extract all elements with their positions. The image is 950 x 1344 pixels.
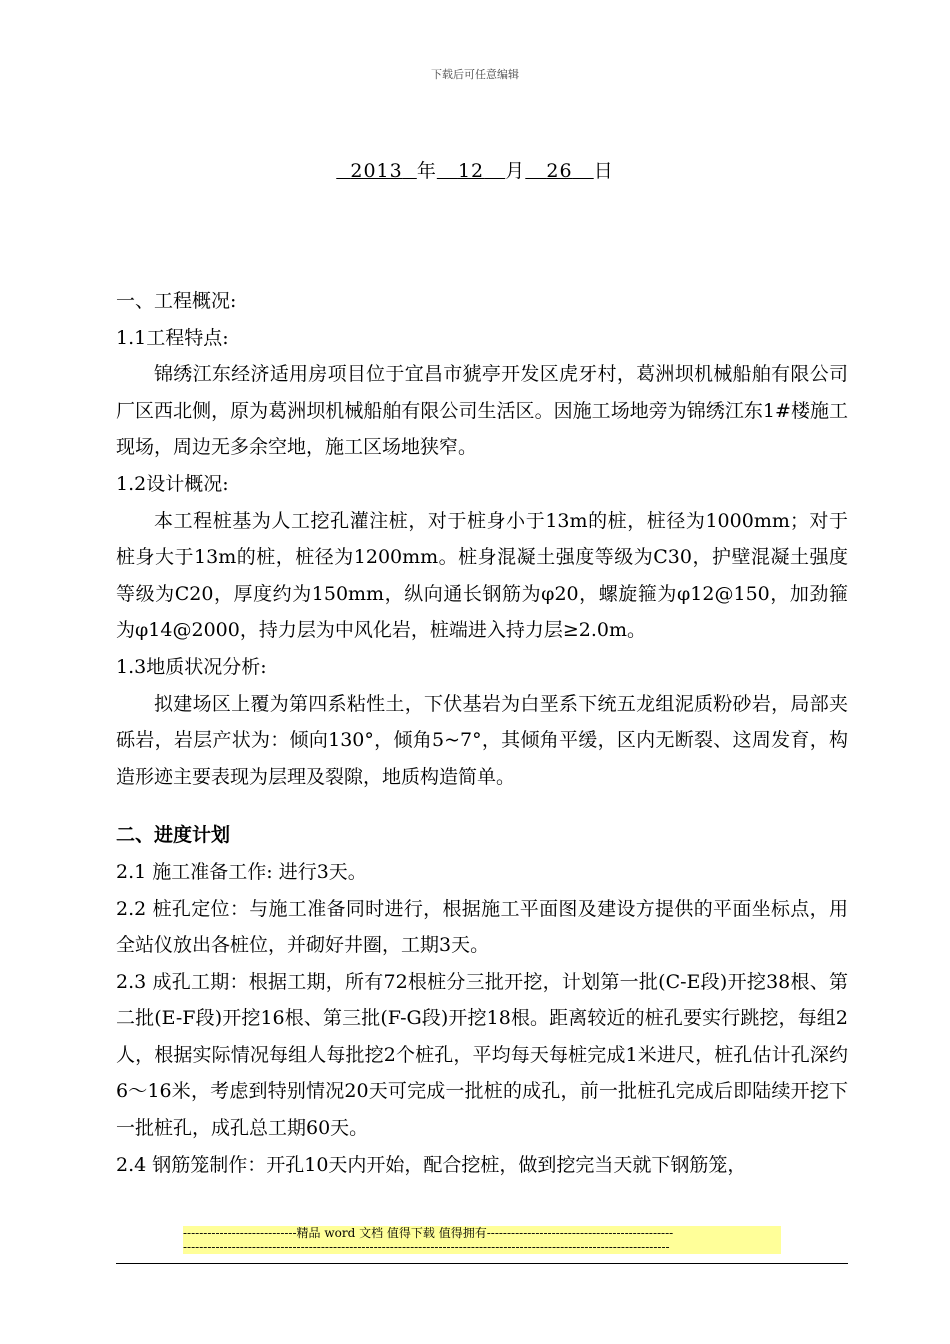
- section-1-1-title: 1.1工程特点:: [116, 326, 229, 349]
- section-1-2-title: 1.2设计概况:: [116, 472, 229, 495]
- document-body: [116, 283, 848, 1183]
- footer-divider: [116, 1263, 848, 1264]
- section-1-3-title: 1.3地质状况分析:: [116, 655, 267, 678]
- section-2-1: 2.1 施工准备工作: 进行3天。: [116, 860, 367, 883]
- section-1-1-body: 锦绣江东经济适用房项目位于宜昌市猇亭开发区虎牙村，葛洲坝机械船舶有限公司厂区西北侧，原为葛洲坝机械船舶有限公司生活区。因施工场地旁为锦绣江东1#楼施工现场，周边无多余空地，施工区场地狭窄。: [116, 363, 848, 459]
- date-month-unit: 月: [505, 160, 526, 182]
- document-date: [0, 156, 950, 183]
- footer-line-2: ------------------------------------------------------------------------------------------------------------------------: [183, 1240, 670, 1254]
- date-year-unit: 年: [416, 160, 437, 182]
- footer-banner: [183, 1226, 781, 1254]
- section-2-title: 二、进度计划: [116, 824, 231, 847]
- date-month: 12: [457, 160, 485, 182]
- page-header-note: 下载后可任意编辑: [431, 68, 519, 81]
- section-2-3: 2.3 成孔工期：根据工期，所有72根桩分三批开挖，计划第一批(C-E段)开挖38根、第二批(E-F段)开挖16根、第三批(F-G段)开挖18根。距离较近的桩孔要实行跳挖，每组2人，根据实际情况每组人每批挖2个桩孔，平均每天每桩完成1米进尺，桩孔估计孔深约6～16米，考虑到特别情况20天可完成一批桩的成孔，前一批桩孔完成后即陆续开挖下一批桩孔，成孔总工期60天。: [116, 970, 848, 1140]
- section-2-4: 2.4 钢筋笼制作：开孔10天内开始，配合挖桩，做到挖完当天就下钢筋笼，: [116, 1153, 747, 1176]
- date-day: 26: [546, 160, 573, 182]
- section-1-2-body: 本工程桩基为人工挖孔灌注桩，对于桩身小于13m的桩，桩径为1000mm；对于桩身大于13m的桩，桩径为1200mm。桩身混凝土强度等级为C30，护壁混凝土强度等级为C20，厚度约为150mm，纵向通长钢筋为φ20，螺旋箍为φ12@150，加劲箍为φ14@2000，持力层为中风化岩，桩端进入持力层≥2.0m。: [116, 509, 848, 642]
- section-2-2: 2.2 桩孔定位：与施工准备同时进行，根据施工平面图及建设方提供的平面坐标点，用全站仪放出各桩位，并砌好井圈，工期3天。: [116, 897, 848, 957]
- section-1-3-body: 拟建场区上覆为第四系粘性土，下伏基岩为白垩系下统五龙组泥质粉砂岩，局部夹砾岩，岩层产状为：倾向130°，倾角5~7°，其倾角平缓，区内无断裂、这周发育，构造形迹主要表现为层理及裂隙，地质构造简单。: [116, 692, 848, 788]
- section-gap: [116, 795, 848, 817]
- date-day-unit: 日: [593, 160, 614, 182]
- section-1-title: 一、工程概况:: [116, 290, 237, 312]
- footer-line-1: ----------------------------精品 word 文档 值得下载 值得拥有----------------------------------------------: [183, 1226, 674, 1240]
- date-year: 2013: [350, 160, 403, 182]
